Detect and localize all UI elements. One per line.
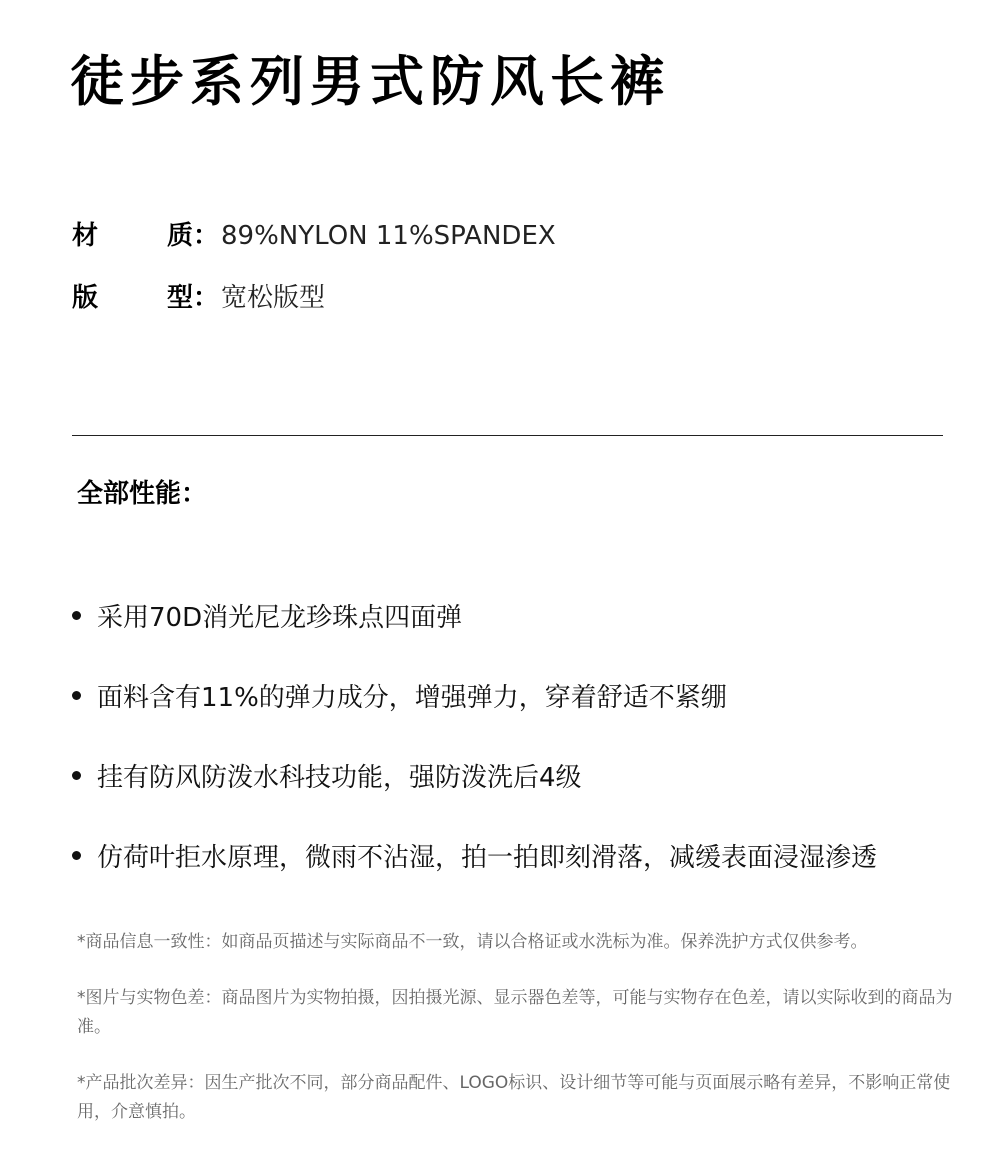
- feature-list: [72, 575, 972, 895]
- bullet-icon: [72, 611, 81, 620]
- list-item: [72, 575, 972, 655]
- list-item: [72, 655, 972, 735]
- disclaimer-note: *产品批次差异：因生产批次不同，部分商品配件、LOGO标识、设计细节等可能与页面展示略有差异，不影响正常使用，介意慎拍。: [77, 1073, 951, 1122]
- spec-value: 宽松版型: [221, 283, 326, 313]
- feature-text: 挂有防风防泼水科技功能，强防泼洗后4级: [97, 762, 582, 793]
- spec-label-part1: 版: [72, 283, 99, 313]
- bullet-icon: [72, 851, 81, 860]
- spec-label-part2: 型：: [167, 283, 220, 313]
- list-item: [72, 815, 972, 895]
- performance-heading: 全部性能：: [77, 479, 208, 509]
- spec-fit: [72, 280, 325, 316]
- feature-text: 采用70D消光尼龙珍珠点四面弹: [97, 602, 463, 633]
- bullet-icon: [72, 691, 81, 700]
- spec-value: 89%NYLON 11%SPANDEX: [221, 221, 556, 251]
- product-title: 徒步系列男式防风长裤: [70, 50, 670, 113]
- feature-text: 面料含有11%的弹力成分，增强弹力，穿着舒适不紧绷: [97, 682, 727, 713]
- spec-label-part2: 质：: [167, 221, 220, 251]
- spec-label-part1: 材: [72, 221, 99, 251]
- disclaimer-notes: [77, 928, 957, 1154]
- disclaimer-note: *商品信息一致性：如商品页描述与实际商品不一致，请以合格证或水洗标为准。保养洗护方式仅供参考。: [77, 932, 868, 952]
- disclaimer-note: *图片与实物色差：商品图片为实物拍摄，因拍摄光源、显示器色差等，可能与实物存在色差，请以实际收到的商品为准。: [77, 988, 953, 1037]
- feature-text: 仿荷叶拒水原理，微雨不沾湿，拍一拍即刻滑落，减缓表面浸湿渗透: [97, 842, 878, 873]
- bullet-icon: [72, 771, 81, 780]
- list-item: [72, 735, 972, 815]
- spec-material: [72, 218, 556, 254]
- section-divider: [72, 435, 943, 436]
